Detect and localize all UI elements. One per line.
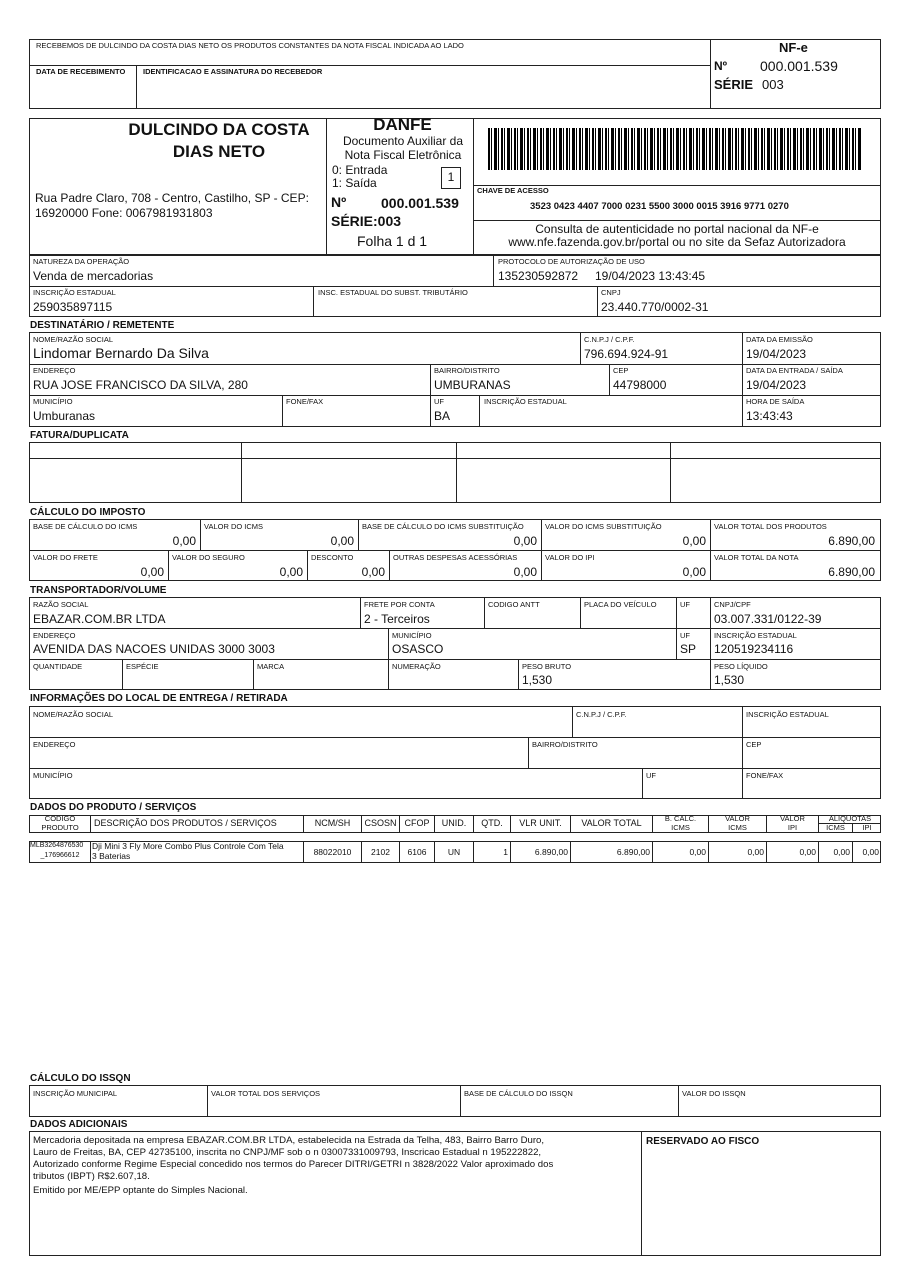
col-bcalc-1: B. CALC. (664, 814, 697, 823)
issqn-section: CÁLCULO DO ISSQN (30, 1073, 131, 1084)
natureza-value: Venda de mercadorias (33, 269, 154, 283)
transp-uf2-label: UF (680, 631, 690, 640)
barcode (488, 128, 862, 170)
valor-st-value: 0,00 (682, 534, 706, 548)
chave-label: CHAVE DE ACESSO (477, 186, 549, 195)
valor-icms-value: 0,00 (330, 534, 354, 548)
transp-antt-label: CODIGO ANTT (488, 600, 540, 609)
emitente-name-line1: DULCINDO DA COSTA (128, 120, 310, 139)
dest-bairro-label: BAIRRO/DISTRITO (434, 366, 500, 375)
danfe-sub1: Documento Auxiliar da (342, 134, 464, 148)
local-uf-label: UF (646, 771, 656, 780)
transp-frete: 2 - Terceiros (364, 612, 430, 626)
adicionais-line5: Emitido por ME/EPP optante do Simples Nacional. (33, 1185, 248, 1196)
frete-value: 0,00 (140, 565, 164, 579)
transp-frete-label: FRETE POR CONTA (364, 600, 435, 609)
canhoto-receipt-text: RECEBEMOS DE DULCINDO DA COSTA DIAS NETO OS PRODUTOS CONSTANTES DA NOTA FISCAL INDICADA AO LADO (36, 41, 464, 50)
destinatario-section: DESTINATÁRIO / REMETENTE (30, 320, 175, 331)
protocolo-label: PROTOCOLO DE AUTORIZAÇÃO DE USO (498, 257, 645, 266)
local-section: INFORMAÇÕES DO LOCAL DE ENTREGA / RETIRADA (30, 693, 288, 704)
adicionais-line1: Mercadoria depositada na empresa EBAZAR.COM.BR LTDA, estabelecida na Estrada da Telha, 483, Bairro Barro Duro, (33, 1135, 545, 1146)
dest-cpf-label: C.N.P.J / C.P.F. (584, 335, 635, 344)
row-desc-2: 3 Baterias (92, 851, 131, 861)
row-codigo-2: _176966612 (40, 852, 80, 859)
natureza-label: NATUREZA DA OPERAÇÃO (33, 257, 130, 266)
dest-cep: 44798000 (613, 378, 667, 392)
row-vipi: 0,00 (799, 847, 816, 857)
row-unid: UN (447, 847, 461, 857)
dest-nome-label: NOME/RAZÃO SOCIAL (33, 335, 114, 344)
transp-ie: 120519234116 (714, 642, 794, 656)
transp-qtd-label: QUANTIDADE (33, 662, 83, 671)
transp-endereco-label: ENDEREÇO (33, 631, 76, 640)
col-vlr-unit: VLR UNIT. (519, 818, 562, 828)
transp-especie-label: ESPÉCIE (126, 662, 159, 671)
transp-placa-label: PLACA DO VEÍCULO (584, 600, 657, 609)
frete-label: VALOR DO FRETE (33, 553, 98, 562)
transp-numeracao-label: NUMERAÇÃO (392, 662, 441, 671)
col-qtd: QTD. (481, 818, 503, 828)
adicionais-section: DADOS ADICIONAIS (30, 1119, 128, 1130)
col-aliq-icms: ICMS (826, 823, 845, 832)
col-valor-total: VALOR TOTAL (581, 818, 642, 828)
total-produtos-label: VALOR TOTAL DOS PRODUTOS (714, 522, 827, 531)
date-receipt-label: DATA DE RECEBIMENTO (36, 67, 126, 76)
fatura-section: FATURA/DUPLICATA (30, 430, 129, 441)
danfe-number: 000.001.539 (381, 195, 459, 211)
dest-ie-label: INSCRIÇÃO ESTADUAL (484, 397, 567, 406)
canhoto-no-label: Nº (714, 59, 728, 73)
fisco-label: RESERVADO AO FISCO (646, 1136, 760, 1147)
base-icms-label: BASE DE CÁLCULO DO ICMS (33, 522, 138, 531)
chave-value: 3523 0423 4407 7000 0231 5500 3000 0015 3916 9771 0270 (530, 201, 789, 212)
total-nota-value: 6.890,00 (828, 565, 875, 579)
canhoto-number: 000.001.539 (760, 58, 838, 74)
row-csosn: 2102 (371, 847, 390, 857)
protocolo-date: 19/04/2023 13:43:45 (595, 269, 706, 283)
adicionais-line3: Autorizado conforme Regime Especial concedido nos termos do Parecer DITRI/GETRI n 3828/2022 Valor aproximado dos (33, 1159, 554, 1170)
dest-hora: 13:43:43 (746, 409, 793, 423)
danfe-no-label: Nº (331, 194, 347, 210)
dest-hora-label: HORA DE SAÍDA (746, 397, 805, 406)
row-valor-total: 6.890,00 (616, 847, 650, 857)
issqn-valor-label: VALOR DO ISSQN (682, 1089, 746, 1098)
consulta-line1: Consulta de autenticidade no portal nacional da NF-e (535, 222, 819, 236)
col-vicms-2: ICMS (728, 823, 747, 832)
local-endereco-label: ENDEREÇO (33, 740, 76, 749)
col-descricao: DESCRIÇÃO DOS PRODUTOS / SERVIÇOS (94, 818, 277, 828)
dest-emissao: 19/04/2023 (746, 347, 807, 361)
col-codigo-1: CODIGO (44, 814, 76, 823)
imposto-section: CÁLCULO DO IMPOSTO (30, 507, 146, 518)
dest-fone-label: FONE/FAX (286, 397, 324, 406)
col-aliq-ipi: IPI (862, 823, 872, 832)
col-ncm: NCM/SH (314, 818, 351, 828)
emitente-address-line2: 16920000 Fone: 0067981931803 (35, 206, 213, 220)
row-desc-1: Dji Mini 3 Fly More Combo Plus Controle Com Tela (92, 841, 284, 851)
transp-peso-liquido-label: PESO LÍQUIDO (714, 662, 768, 671)
transp-razao: EBAZAR.COM.BR LTDA (33, 612, 166, 626)
dest-bairro: UMBURANAS (434, 378, 511, 392)
dest-endereco-label: ENDEREÇO (33, 366, 76, 375)
issqn-im-label: INSCRIÇÃO MUNICIPAL (33, 1089, 118, 1098)
transp-uf-label: UF (680, 600, 690, 609)
emitente-name-line2: DIAS NETO (172, 142, 266, 161)
local-ie-label: INSCRIÇÃO ESTADUAL (746, 710, 829, 719)
row-aliq-icms: 0,00 (833, 847, 850, 857)
transp-cnpj-label: CNPJ/CPF (714, 600, 751, 609)
canhoto-nfe-label: NF-e (779, 40, 808, 55)
col-csosn: CSOSN (364, 818, 397, 828)
transp-municipio-label: MUNICÍPIO (392, 631, 432, 640)
danfe-type-value: 1 (447, 170, 455, 184)
row-vicms: 0,00 (747, 847, 764, 857)
col-aliquotas: ALIQUOTAS (828, 814, 872, 823)
dest-cpf: 796.694.924-91 (584, 347, 669, 361)
local-municipio-label: MUNICÍPIO (33, 771, 73, 780)
issqn-total-label: VALOR TOTAL DOS SERVIÇOS (211, 1089, 321, 1098)
row-ncm: 88022010 (313, 847, 352, 857)
local-nome-label: NOME/RAZÃO SOCIAL (33, 710, 114, 719)
canhoto-serie: 003 (762, 77, 784, 92)
local-cep-label: CEP (746, 740, 762, 749)
issqn-base-label: BASE DE CÁLCULO DO ISSQN (464, 1089, 573, 1098)
valor-st-label: VALOR DO ICMS SUBSTITUIÇÃO (545, 522, 662, 531)
row-cfop: 6106 (407, 847, 427, 857)
col-cfop: CFOP (404, 818, 430, 828)
valor-icms-label: VALOR DO ICMS (204, 522, 264, 531)
outras-label: OUTRAS DESPESAS ACESSÓRIAS (393, 553, 518, 562)
col-vipi-2: IPI (787, 823, 798, 832)
local-fone-label: FONE/FAX (746, 771, 784, 780)
base-st-label: BASE DE CÁLCULO DO ICMS SUBSTITUIÇÃO (362, 522, 524, 531)
protocolo-value: 135230592872 (498, 269, 579, 283)
total-nota-label: VALOR TOTAL DA NOTA (714, 553, 799, 562)
ie-label: INSCRIÇÃO ESTADUAL (33, 288, 116, 297)
row-codigo-1: MLB3264876530 (30, 842, 84, 849)
col-vicms-1: VALOR (725, 814, 750, 823)
transp-razao-label: RAZÃO SOCIAL (33, 600, 89, 609)
transp-marca-label: MARCA (257, 662, 285, 671)
dest-endereco: RUA JOSE FRANCISCO DA SILVA, 280 (33, 378, 248, 392)
dest-municipio: Umburanas (33, 409, 96, 423)
transp-municipio: OSASCO (392, 642, 444, 656)
seguro-value: 0,00 (279, 565, 303, 579)
emitente-address-line1: Rua Padre Claro, 708 - Centro, Castilho, SP - CEP: (35, 191, 309, 205)
base-icms-value: 0,00 (172, 534, 196, 548)
issqn-box (29, 1085, 881, 1117)
transp-cnpj: 03.007.331/0122-39 (714, 612, 822, 626)
local-cpf-label: C.N.P.J / C.P.F. (576, 710, 627, 719)
local-box (29, 706, 881, 799)
canhoto-serie-label: SÉRIE (714, 77, 754, 92)
dest-entrada: 19/04/2023 (746, 378, 807, 392)
transp-peso-bruto: 1,530 (522, 673, 553, 687)
dest-municipio-label: MUNICÍPIO (33, 397, 73, 406)
dest-uf: BA (434, 409, 451, 423)
local-bairro-label: BAIRRO/DISTRITO (532, 740, 598, 749)
col-codigo-2: PRODUTO (41, 823, 79, 832)
seguro-label: VALOR DO SEGURO (172, 553, 245, 562)
row-qtd: 1 (503, 847, 508, 857)
transp-ie-label: INSCRIÇÃO ESTADUAL (714, 631, 797, 640)
adicionais-line4: tributos (IBPT) R$2.607,18. (33, 1171, 150, 1182)
ie-value: 259035897115 (33, 300, 113, 314)
transp-peso-liquido: 1,530 (714, 673, 745, 687)
consulta-line2: www.nfe.fazenda.gov.br/portal ou no site da Sefaz Autorizadora (508, 235, 846, 249)
dest-entrada-label: DATA DA ENTRADA / SAÍDA (746, 366, 843, 375)
transp-uf2: SP (680, 642, 697, 656)
col-unid: UNID. (441, 818, 467, 828)
dest-nome: Lindomar Bernardo Da Silva (33, 345, 209, 361)
row-aliq-ipi: 0,00 (862, 847, 879, 857)
total-produtos-value: 6.890,00 (828, 534, 875, 548)
signature-label: IDENTIFICACAO E ASSINATURA DO RECEBEDOR (143, 67, 323, 76)
ipi-value: 0,00 (682, 565, 706, 579)
danfe-saida: 1: Saída (332, 176, 377, 190)
ie-st-label: INSC. ESTADUAL DO SUBST. TRIBUTÁRIO (318, 288, 468, 297)
produtos-section: DADOS DO PRODUTO / SERVIÇOS (30, 802, 197, 813)
transp-endereco: AVENIDA DAS NACOES UNIDAS 3000 3003 (33, 642, 275, 656)
dest-emissao-label: DATA DA EMISSÃO (746, 335, 813, 344)
danfe-title: DANFE (373, 115, 432, 134)
transp-peso-bruto-label: PESO BRUTO (522, 662, 572, 671)
row-vlr-unit: 6.890,00 (534, 847, 568, 857)
cnpj-value: 23.440.770/0002-31 (601, 300, 709, 314)
desconto-label: DESCONTO (311, 553, 354, 562)
adicionais-line2: Lauro de Freitas, BA, CEP 42735100, inscrita no CNPJ/MF sob o n 03007331009793, Inscricao Estadual n 195222822, (33, 1147, 542, 1158)
cnpj-label: CNPJ (601, 288, 621, 297)
outras-value: 0,00 (513, 565, 537, 579)
danfe-entrada: 0: Entrada (332, 163, 388, 177)
danfe-folha: Folha 1 d 1 (357, 233, 428, 249)
col-vipi-1: VALOR (780, 814, 805, 823)
dest-uf-label: UF (434, 397, 444, 406)
ipi-label: VALOR DO IPI (545, 553, 595, 562)
col-bcalc-2: ICMS (671, 823, 690, 832)
fatura-box (29, 442, 881, 503)
transportador-section: TRANSPORTADOR/VOLUME (30, 585, 167, 596)
dest-cep-label: CEP (613, 366, 629, 375)
base-st-value: 0,00 (513, 534, 537, 548)
danfe-serie: SÉRIE:003 (331, 213, 402, 229)
danfe-sub2: Nota Fiscal Eletrônica (344, 148, 462, 162)
row-bcalc: 0,00 (689, 847, 706, 857)
desconto-value: 0,00 (361, 565, 385, 579)
